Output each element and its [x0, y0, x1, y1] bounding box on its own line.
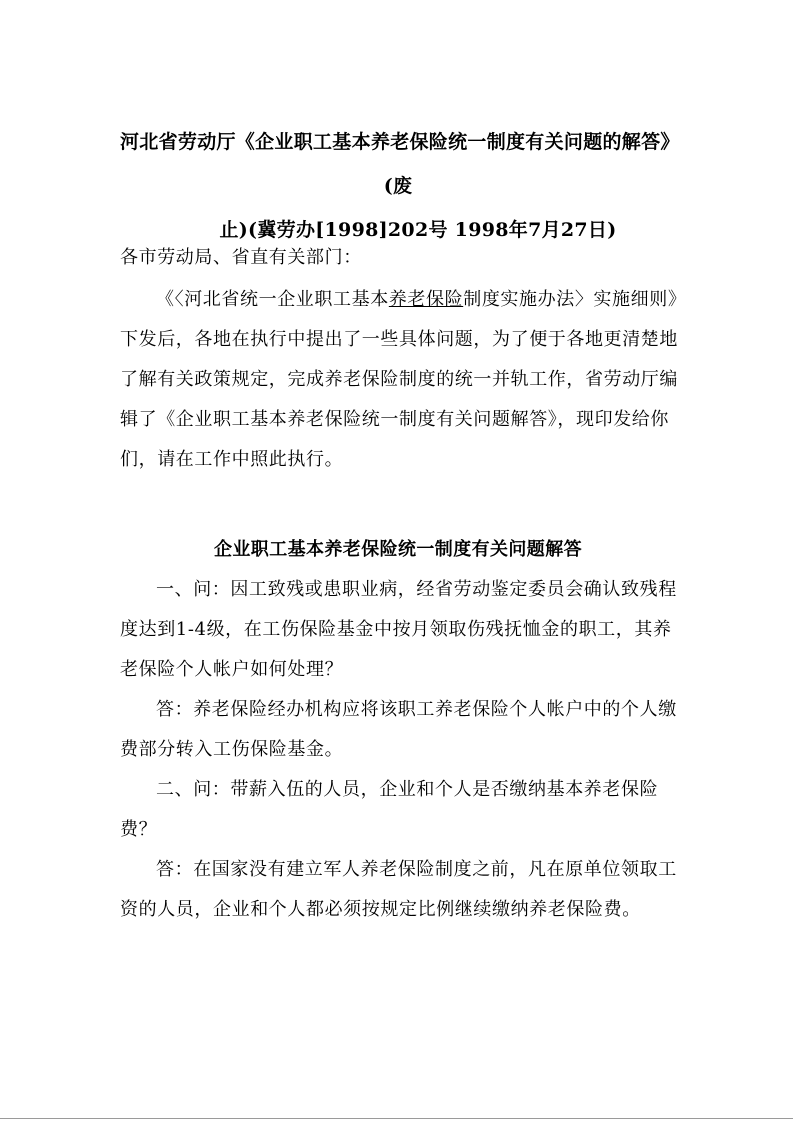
question-2-line-1: 二、问：带薪入伍的人员，企业和个人是否缴纳基本养老保险: [156, 779, 659, 800]
answer-2-line-1: 答：在国家没有建立军人养老保险制度之前，凡在原单位领取工: [156, 859, 677, 880]
question-1-line-1: 一、问：因工致残或患职业病，经省劳动鉴定委员会确认致残程: [156, 579, 677, 600]
question-1-line-2: 度达到1-4级，在工伤保险基金中按月领取伤残抚恤金的职工，其养: [120, 619, 672, 640]
answer-1-line-2: 费部分转入工伤保险基金。: [120, 739, 344, 760]
answer-2-line-2: 资的人员，企业和个人都必须按规定比例继续缴纳养老保险费。: [120, 899, 641, 920]
qa-item-1: [120, 570, 680, 770]
addressee-text: 各市劳动局、省直有关部门：: [120, 247, 362, 268]
question-2-line-2: 费？: [120, 819, 158, 840]
intro-line-3: 了解有关政策规定，完成养老保险制度的统一并轨工作，省劳动厅编: [120, 369, 678, 390]
document-title: [120, 120, 676, 252]
qa-item-2: [120, 770, 680, 930]
intro-line-5: 们，请在工作中照此执行。: [120, 449, 344, 470]
intro-paragraph: [120, 280, 687, 480]
intro-line-4: 辑了《企业职工基本养老保险统一制度有关问题解答》，现印发给你: [120, 409, 669, 430]
intro-line-2: 下发后，各地在执行中提出了一些具体问题，为了便于各地更清楚地: [120, 329, 678, 350]
qa-list: [120, 570, 680, 930]
page-bottom-divider: [0, 1118, 793, 1119]
title-line-2: 止)(冀劳办[1998]202号 1998年7月27日): [219, 219, 617, 241]
intro-line-1-post: 制度实施办法〉实施细则》: [463, 289, 687, 310]
pension-insurance-link[interactable]: 养老保险: [388, 289, 464, 310]
addressee: [120, 238, 680, 278]
answer-1-line-1: 答：养老保险经办机构应将该职工养老保险个人帐户中的个人缴: [156, 699, 677, 720]
section-title: 企业职工基本养老保险统一制度有关问题解答: [214, 539, 582, 560]
question-1-line-3: 老保险个人帐户如何处理？: [120, 659, 344, 680]
intro-line-1: [120, 280, 687, 320]
intro-line-1-pre: 《〈河北省统一企业职工基本: [156, 289, 389, 310]
title-line-1: 河北省劳动厅《企业职工基本养老保险统一制度有关问题的解答》(废: [120, 131, 671, 197]
